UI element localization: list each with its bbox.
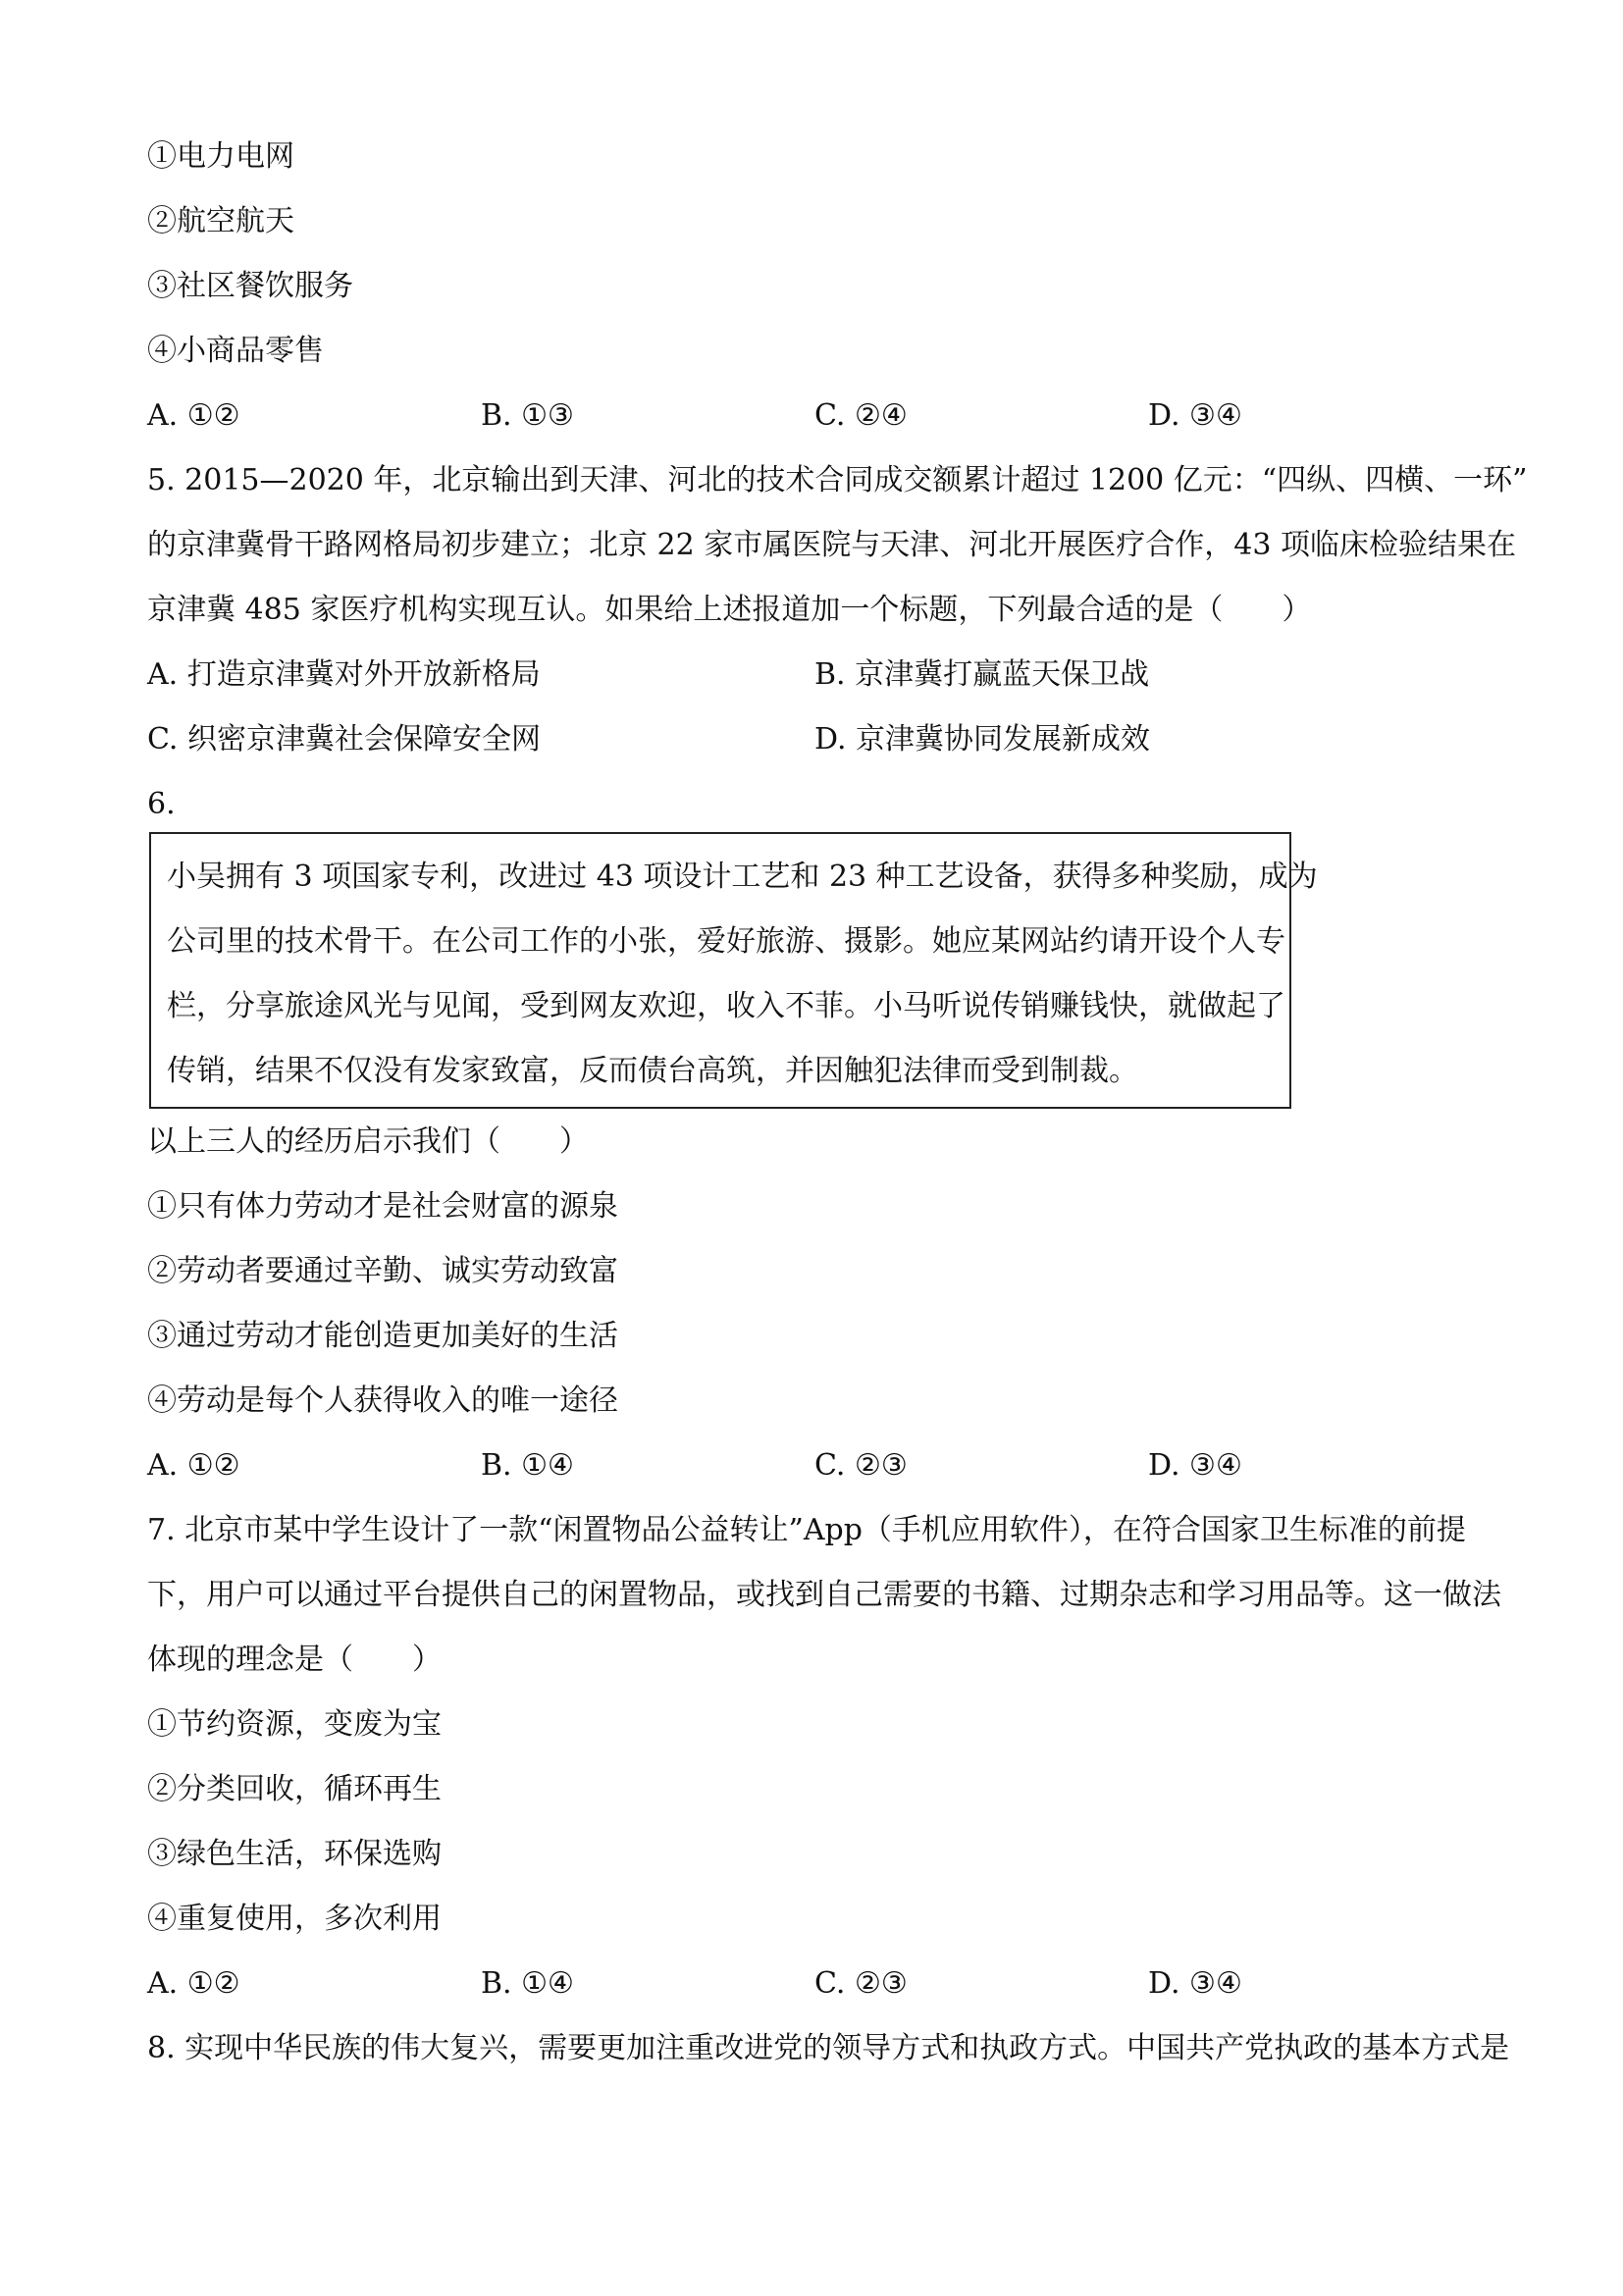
q5-stem-line-2: 的京津冀骨干路网格局初步建立；北京 22 家市属医院与天津、河北开展医疗合作，43 项临床检验结果在: [147, 528, 1516, 562]
q5-option-a[interactable]: A. 打造京津冀对外开放新格局: [147, 657, 541, 692]
q7-option-c[interactable]: C. ②③: [814, 1966, 908, 2001]
q4-option-d[interactable]: D. ③④: [1148, 398, 1242, 433]
q6-material-line-1: 小吴拥有 3 项国家专利，改进过 43 项设计工艺和 23 种工艺设备，获得多种奖励，成为: [167, 860, 1318, 894]
q5-options-row-1: [147, 657, 1501, 693]
q6-material-box: [149, 832, 1318, 1109]
q6-option-c[interactable]: C. ②③: [814, 1448, 908, 1483]
q6-material-line-2: 公司里的技术骨干。在公司工作的小张，爱好旅游、摄影。她应某网站约请开设个人专: [167, 924, 1285, 959]
q4-item-1: ①电力电网: [147, 139, 294, 174]
q5-option-c[interactable]: C. 织密京津冀社会保障安全网: [147, 722, 541, 757]
q4-item-4: ④小商品零售: [147, 334, 324, 368]
q7-stem-line-1: 7. 北京市某中学生设计了一款“闲置物品公益转让”App（手机应用软件），在符合国家卫生标准的前提: [147, 1513, 1466, 1547]
q7-options: [147, 1966, 1501, 2002]
q6-option-b[interactable]: B. ①④: [481, 1448, 574, 1483]
q6-material-line-3: 栏，分享旅途风光与见闻，受到网友欢迎，收入不菲。小马听说传销赚钱快，就做起了: [167, 989, 1285, 1023]
q4-option-a[interactable]: A. ①②: [147, 398, 240, 433]
q6-options: [147, 1448, 1501, 1484]
q7-option-b[interactable]: B. ①④: [481, 1966, 574, 2001]
q6-option-d[interactable]: D. ③④: [1148, 1448, 1242, 1483]
q7-item-3: ③绿色生活，环保选购: [147, 1837, 442, 1871]
q7-item-2: ②分类回收，循环再生: [147, 1772, 442, 1806]
q7-item-1: ①节约资源，变废为宝: [147, 1707, 442, 1742]
q6-item-3: ③通过劳动才能创造更加美好的生活: [147, 1319, 618, 1353]
q4-options: [147, 398, 1501, 434]
q6-question: 以上三人的经历启示我们（ ）: [147, 1124, 589, 1159]
q7-stem-line-3: 体现的理念是（ ）: [147, 1643, 442, 1677]
q7-item-4: ④重复使用，多次利用: [147, 1902, 442, 1936]
q5-options-row-2: [147, 722, 1501, 757]
q7-option-d[interactable]: D. ③④: [1148, 1966, 1242, 2001]
q8-stem-line-1: 8. 实现中华民族的伟大复兴，需要更加注重改进党的领导方式和执政方式。中国共产党执政的基本方式是: [147, 2031, 1510, 2065]
q6-item-2: ②劳动者要通过辛勤、诚实劳动致富: [147, 1254, 618, 1288]
q6-material-line-4: 传销，结果不仅没有发家致富，反而债台高筑，并因触犯法律而受到制裁。: [167, 1054, 1138, 1088]
q5-stem-line-3: 京津冀 485 家医疗机构实现互认。如果给上述报道加一个标题，下列最合适的是（ ）: [147, 593, 1312, 627]
q7-option-a[interactable]: A. ①②: [147, 1966, 240, 2001]
q4-option-b[interactable]: B. ①③: [481, 398, 574, 433]
q5-stem-line-1: 5. 2015—2020 年，北京输出到天津、河北的技术合同成交额累计超过 1200 亿元：“四纵、四横、一环”: [147, 463, 1528, 497]
q6-item-1: ①只有体力劳动才是社会财富的源泉: [147, 1189, 618, 1224]
q7-stem-line-2: 下，用户可以通过平台提供自己的闲置物品，或找到自己需要的书籍、过期杂志和学习用品等。这一做法: [147, 1578, 1501, 1612]
q6-option-a[interactable]: A. ①②: [147, 1448, 240, 1483]
q4-option-c[interactable]: C. ②④: [814, 398, 908, 433]
q6-item-4: ④劳动是每个人获得收入的唯一途径: [147, 1383, 618, 1418]
q6-number: 6.: [147, 787, 176, 821]
q5-option-d[interactable]: D. 京津冀协同发展新成效: [814, 722, 1151, 757]
q4-item-3: ③社区餐饮服务: [147, 269, 353, 303]
q5-option-b[interactable]: B. 京津冀打赢蓝天保卫战: [814, 657, 1150, 692]
q4-item-2: ②航空航天: [147, 204, 294, 238]
